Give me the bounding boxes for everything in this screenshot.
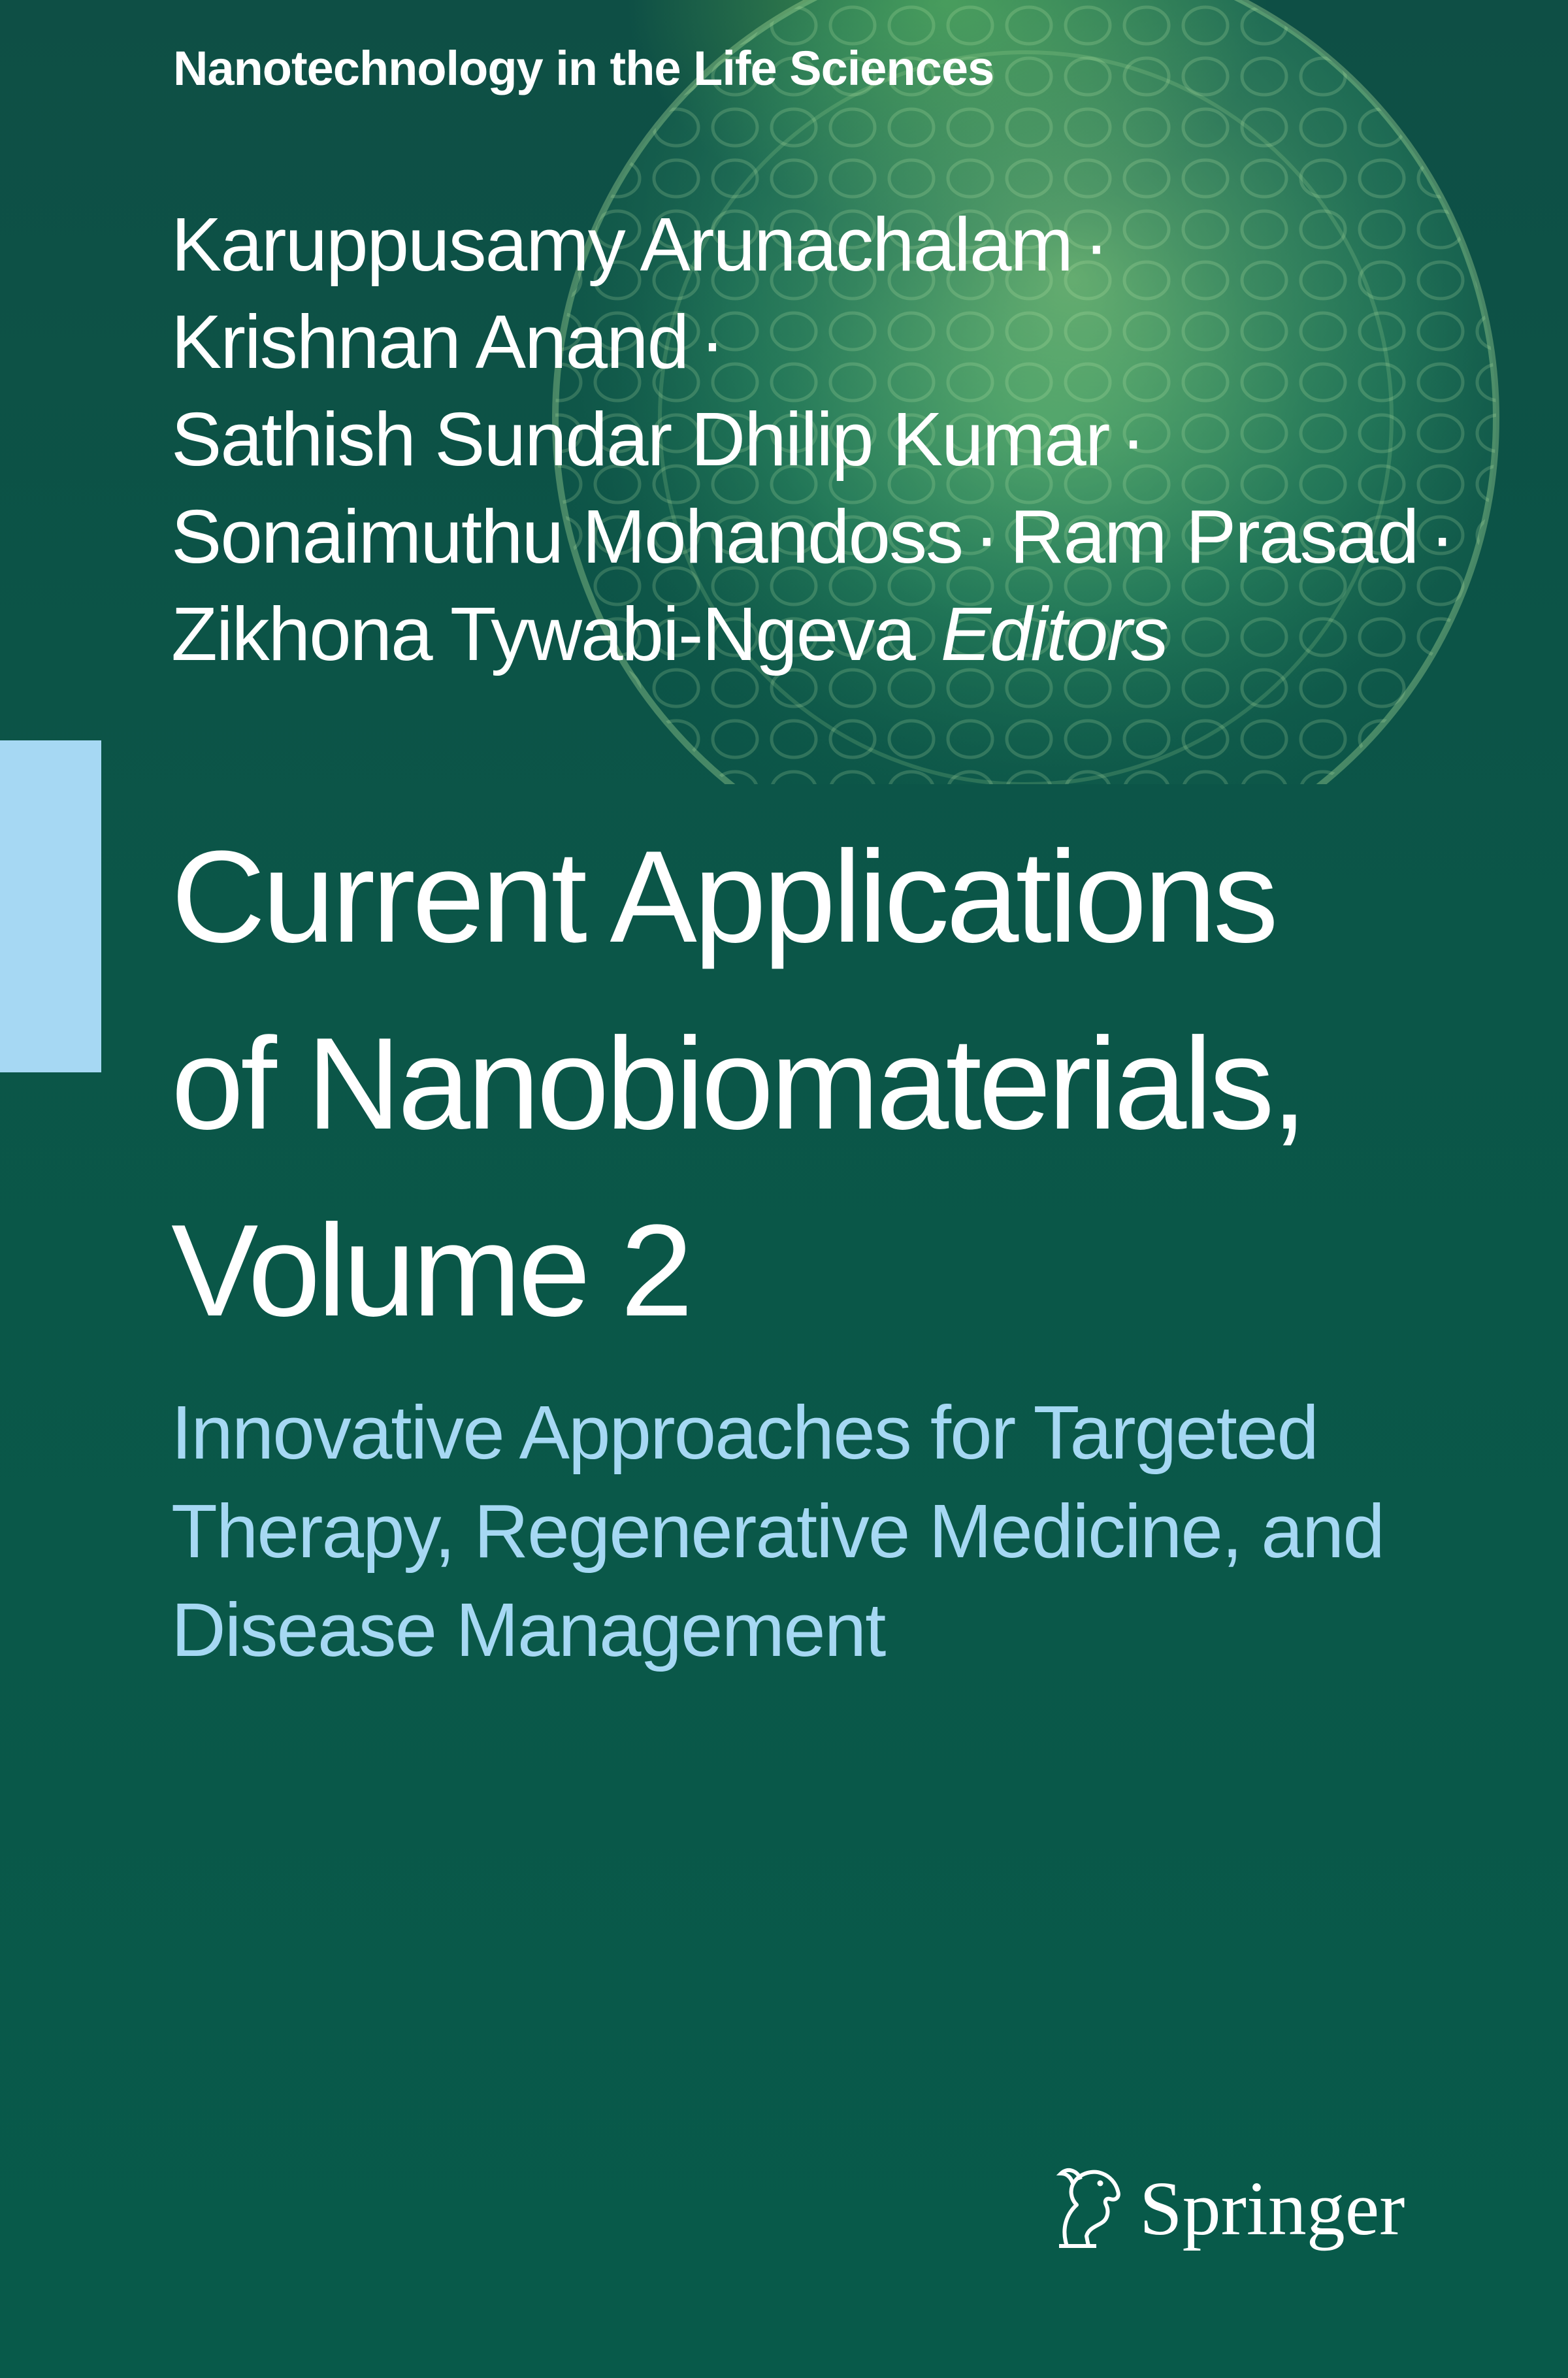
editor-separator: · xyxy=(1084,202,1108,287)
editor-line xyxy=(171,586,1465,683)
title-line: Current Applications xyxy=(171,824,1275,970)
editor-separator: · xyxy=(1120,397,1145,482)
editor-name: Sonaimuthu Mohandoss xyxy=(171,494,963,579)
editor-name: Krishnan Anand xyxy=(171,299,689,384)
book-title xyxy=(171,804,1304,1364)
book-subtitle xyxy=(171,1383,1384,1679)
subtitle-line: Therapy, Regenerative Medicine, and xyxy=(171,1489,1384,1574)
editor-name: Zikhona Tywabi-Ngeva xyxy=(171,591,915,676)
publisher-logo xyxy=(1037,2160,1405,2258)
publisher-name: Springer xyxy=(1139,2166,1405,2251)
editors-list xyxy=(171,196,1465,683)
editor-role: Editors xyxy=(940,591,1168,676)
editor-name: Ram Prasad xyxy=(1009,494,1418,579)
subtitle-line: Disease Management xyxy=(171,1587,885,1672)
springer-horse-icon xyxy=(1037,2160,1135,2258)
editor-line xyxy=(171,391,1465,488)
title-line: Volume 2 xyxy=(171,1198,690,1344)
editor-name: Sathish Sundar Dhilip Kumar xyxy=(171,397,1109,482)
editor-line xyxy=(171,196,1465,293)
subtitle-line: Innovative Approaches for Targeted xyxy=(171,1390,1318,1475)
title-line: of Nanobiomaterials, xyxy=(171,1011,1305,1157)
editor-line xyxy=(171,293,1465,391)
editor-separator: · xyxy=(700,299,724,384)
editor-separator: · xyxy=(974,494,998,579)
series-title: Nanotechnology in the Life Sciences xyxy=(173,41,994,95)
accent-tab xyxy=(0,740,101,1072)
editor-name: Karuppusamy Arunachalam xyxy=(171,202,1073,287)
editor-separator: · xyxy=(1429,494,1454,579)
editor-line xyxy=(171,488,1465,586)
